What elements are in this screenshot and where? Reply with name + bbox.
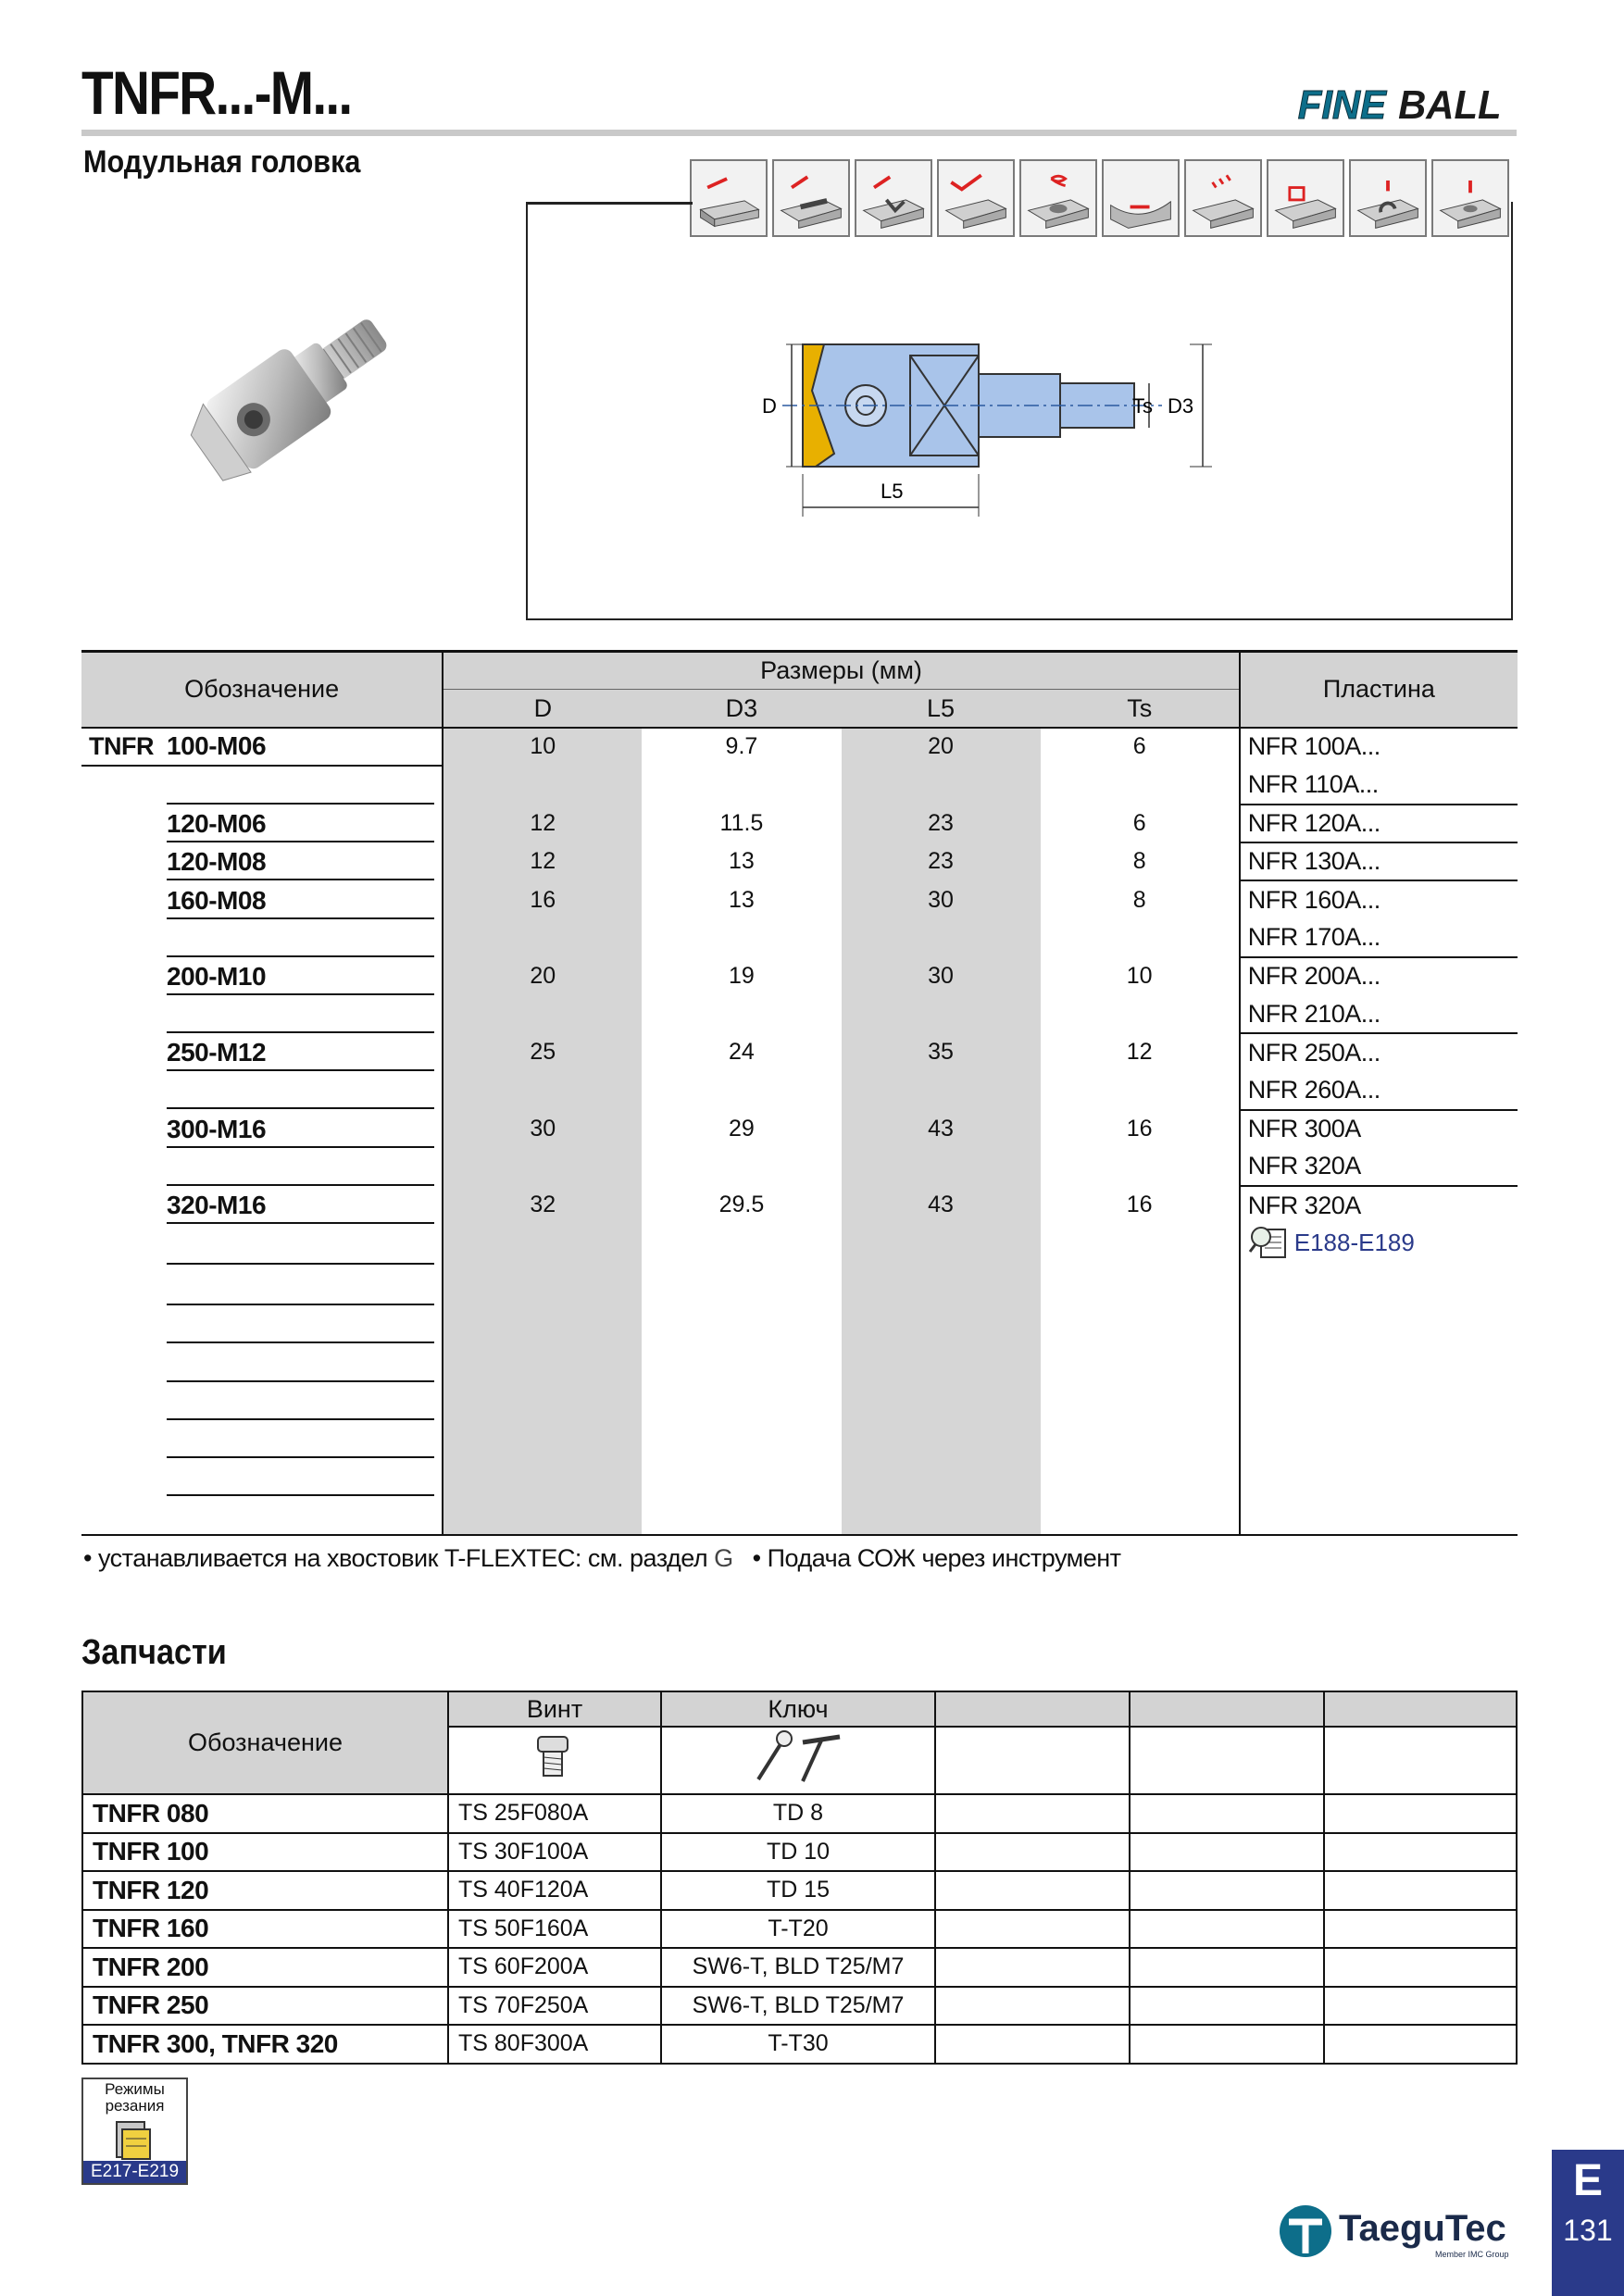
screw-code: TS 60F200A <box>448 1948 661 1987</box>
parts-row <box>82 1948 1517 1987</box>
screw-image-cell <box>448 1727 661 1794</box>
value-ts: 12 <box>1126 1039 1153 1066</box>
col-d: D <box>443 690 642 728</box>
value-l5: 20 <box>842 728 1041 766</box>
product-code: 100-M06 <box>167 731 267 761</box>
product-code: 160-M08 <box>167 881 434 919</box>
screw-code: TS 50F160A <box>448 1910 661 1949</box>
value-ts: 8 <box>1132 886 1146 913</box>
key-code: T-T20 <box>661 1910 935 1949</box>
page-title: TNFR...-M... <box>81 58 352 127</box>
value-d: 16 <box>443 880 642 918</box>
product-code: 300-M16 <box>167 1110 434 1148</box>
key-icon <box>747 1728 849 1787</box>
taegutec-logo <box>1276 2198 1526 2265</box>
value-ts: 10 <box>1126 962 1153 989</box>
key-code: TD 8 <box>661 1794 935 1833</box>
table-row <box>81 728 1518 766</box>
col-designation: Обозначение <box>81 652 443 728</box>
insert-code: NFR 260A... <box>1240 1071 1518 1109</box>
product-code: 120-M08 <box>167 842 434 880</box>
key-code: TD 15 <box>661 1871 935 1910</box>
dim-d3-label: D3 <box>1168 394 1194 418</box>
value-d3: 19 <box>729 962 755 989</box>
screw-code: TS 80F300A <box>448 2025 661 2064</box>
value-ts: 16 <box>1126 1192 1153 1218</box>
insert-code: NFR 100A... <box>1240 728 1518 766</box>
key-code: TD 10 <box>661 1833 935 1872</box>
parts-col-key: Ключ <box>661 1691 935 1727</box>
insert-reference[interactable] <box>1240 1224 1518 1267</box>
part-name: TNFR 200 <box>82 1948 448 1987</box>
part-name: TNFR 300, TNFR 320 <box>82 2025 448 2064</box>
table-row <box>81 919 1518 957</box>
part-name: TNFR 100 <box>82 1833 448 1872</box>
key-code: SW6-T, BLD T25/M7 <box>661 1987 935 2026</box>
page-subtitle: Модульная головка <box>83 144 361 180</box>
table-row <box>81 766 1518 805</box>
value-d3: 24 <box>729 1039 755 1066</box>
value-ts: 16 <box>1126 1115 1153 1142</box>
col-dimensions: Размеры (мм) <box>443 652 1240 690</box>
product-code: 120-M06 <box>167 805 434 842</box>
value-l5: 30 <box>842 880 1041 918</box>
page-number: 131 <box>1563 2214 1613 2247</box>
insert-code: NFR 130A... <box>1240 842 1518 880</box>
value-l5: 23 <box>842 842 1041 880</box>
insert-code: NFR 210A... <box>1240 995 1518 1033</box>
note-coolant: Подача СОЖ через инструмент <box>767 1544 1121 1572</box>
note-shank: устанавливается на хвостовик T-FLEXTEC: см. раздел <box>97 1544 708 1572</box>
value-l5: 43 <box>842 1110 1041 1148</box>
section-letter: E <box>1572 2156 1603 2205</box>
insert-code: NFR 170A... <box>1240 919 1518 957</box>
value-d: 32 <box>443 1186 642 1224</box>
value-d3: 13 <box>729 848 755 875</box>
part-name: TNFR 080 <box>82 1794 448 1833</box>
product-code: 200-M10 <box>167 957 434 995</box>
insert-page-ref: E188-E189 <box>1293 1228 1415 1256</box>
value-d: 30 <box>443 1110 642 1148</box>
title-rule <box>81 130 1517 136</box>
insert-code: NFR 110A... <box>1240 766 1518 805</box>
cutting-data-label: Режимы резания <box>105 2080 165 2115</box>
value-l5: 35 <box>842 1033 1041 1071</box>
key-code: T-T30 <box>661 2025 935 2064</box>
screw-code: TS 40F120A <box>448 1871 661 1910</box>
cutting-data-link[interactable] <box>81 2078 188 2185</box>
logo-tagline: Member IMC Group <box>1435 2250 1509 2259</box>
svg-text:BALL: BALL <box>1398 82 1502 128</box>
value-l5: 23 <box>842 805 1041 842</box>
cutting-data-ref: E217-E219 <box>83 2161 186 2183</box>
parts-title: Запчасти <box>81 1633 227 1672</box>
value-ts: 8 <box>1132 848 1146 875</box>
svg-text:FINE: FINE <box>1297 82 1386 128</box>
table-row <box>81 957 1518 995</box>
part-name: TNFR 120 <box>82 1871 448 1910</box>
key-image-cell <box>661 1727 935 1794</box>
col-d3: D3 <box>642 690 841 728</box>
table-row <box>81 842 1518 880</box>
value-l5: 30 <box>842 957 1041 995</box>
parts-row <box>82 2025 1517 2064</box>
table-row <box>81 1224 1518 1267</box>
parts-col-screw: Винт <box>448 1691 661 1727</box>
value-l5: 43 <box>842 1186 1041 1224</box>
value-d3: 29.5 <box>718 1192 765 1218</box>
value-d: 20 <box>443 957 642 995</box>
value-d: 12 <box>443 842 642 880</box>
value-d3: 13 <box>729 886 755 913</box>
value-d: 12 <box>443 805 642 842</box>
logo-name: TaeguTec <box>1339 2208 1506 2249</box>
insert-code: NFR 320A <box>1240 1186 1518 1224</box>
table-row <box>81 1186 1518 1224</box>
screw-icon <box>527 1729 582 1785</box>
table-row <box>81 880 1518 918</box>
key-code: SW6-T, BLD T25/M7 <box>661 1948 935 1987</box>
spare-parts-table <box>81 1691 1518 2065</box>
parts-row <box>82 1833 1517 1872</box>
product-photo <box>167 268 444 509</box>
screw-code: TS 30F100A <box>448 1833 661 1872</box>
value-ts: 6 <box>1132 810 1146 837</box>
insert-code: NFR 300A <box>1240 1110 1518 1148</box>
col-ts: Ts <box>1041 690 1240 728</box>
parts-row <box>82 1987 1517 2026</box>
insert-code: NFR 250A... <box>1240 1033 1518 1071</box>
insert-code: NFR 320A <box>1240 1148 1518 1186</box>
value-d3: 9.7 <box>725 733 758 760</box>
table-row <box>81 805 1518 842</box>
table-row <box>81 1148 1518 1186</box>
section-tab <box>1552 2150 1624 2296</box>
value-ts: 6 <box>1132 733 1146 760</box>
part-name: TNFR 160 <box>82 1910 448 1949</box>
col-l5: L5 <box>842 690 1041 728</box>
table-row <box>81 1033 1518 1071</box>
cutting-data-icon <box>111 2118 157 2163</box>
insert-code: NFR 120A... <box>1240 805 1518 842</box>
value-d: 10 <box>443 728 642 766</box>
table-row <box>81 995 1518 1033</box>
part-name: TNFR 250 <box>82 1987 448 2026</box>
parts-col-designation: Обозначение <box>82 1691 448 1794</box>
table-row <box>81 1071 1518 1109</box>
parts-row <box>82 1910 1517 1949</box>
insert-code: NFR 160A... <box>1240 880 1518 918</box>
parts-row <box>82 1794 1517 1833</box>
parts-row <box>82 1871 1517 1910</box>
note-section-link[interactable]: G <box>714 1544 733 1572</box>
screw-code: TS 70F250A <box>448 1987 661 2026</box>
product-code: 320-M16 <box>167 1186 434 1224</box>
dim-l5-label: L5 <box>881 480 904 503</box>
table-row <box>81 1110 1518 1148</box>
value-d3: 11.5 <box>719 810 764 837</box>
fineball-logo <box>1294 80 1517 128</box>
notes: • устанавливается на хвостовик T-FLEXTEC: см. раздел G • Подача СОЖ через инструмент <box>83 1544 1121 1572</box>
insert-code: NFR 200A... <box>1240 957 1518 995</box>
col-insert: Пластина <box>1240 652 1518 728</box>
series-label: TNFR <box>89 731 154 760</box>
screw-code: TS 25F080A <box>448 1794 661 1833</box>
dim-d-label: D <box>762 394 777 418</box>
value-d: 25 <box>443 1033 642 1071</box>
dim-ts-label: Ts <box>1132 394 1153 418</box>
dimensions-table <box>81 650 1518 1536</box>
technical-drawing <box>755 335 1236 530</box>
magnifier-icon <box>1248 1224 1289 1261</box>
value-d3: 29 <box>729 1115 755 1142</box>
product-code: 250-M12 <box>167 1033 434 1071</box>
